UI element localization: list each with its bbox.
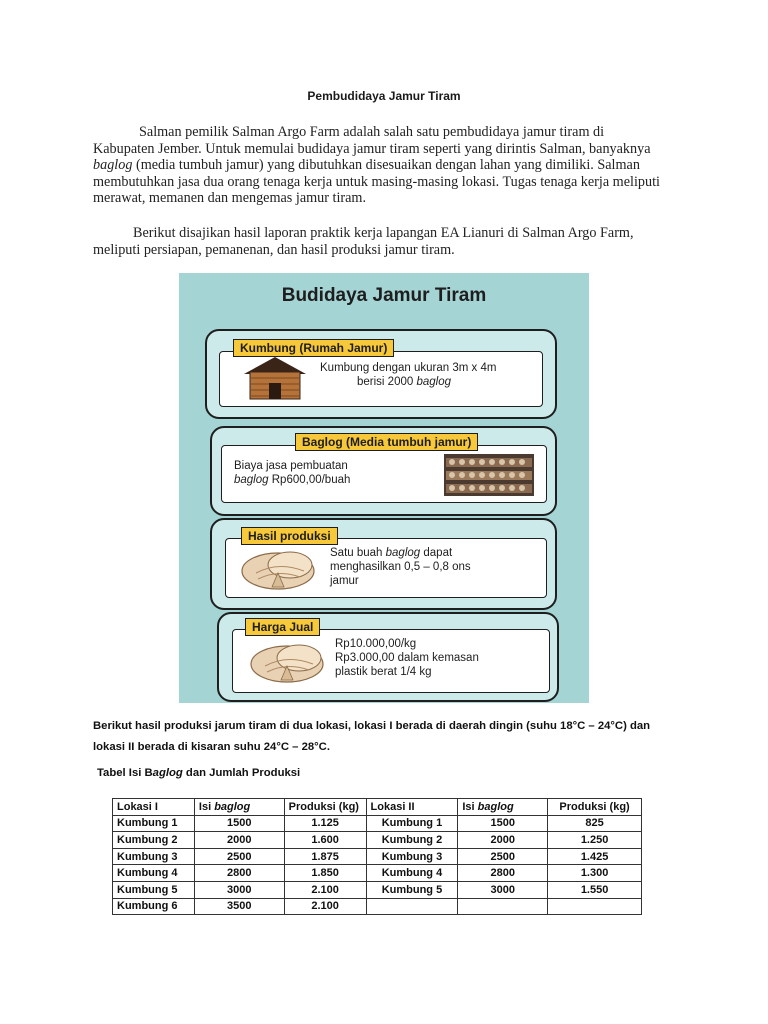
- card-kumbung-line2: [357, 375, 451, 389]
- cell-isi2: 3000: [458, 881, 548, 898]
- table-caption-prefix: Tabel Isi B: [97, 767, 153, 779]
- card-harga-line2: Rp3.000,00 dalam kemasan: [335, 652, 479, 664]
- paragraph-report-text: Berikut disajikan hasil laporan praktik kerja lapangan EA Lianuri di Salman Argo Farm, meliputi persiapan, pemanenan, dan hasil produksi jamur tiram.: [93, 225, 634, 258]
- card-harga-line3: plastik berat 1/4 kg: [335, 666, 432, 678]
- cell-isi2: 2500: [458, 848, 548, 865]
- cell-lokasi2: Kumbung 1: [366, 815, 458, 832]
- header-isi-prefix: Isi: [462, 800, 478, 813]
- cell-lokasi2: Kumbung 4: [366, 865, 458, 882]
- cell-produksi1: 1.600: [284, 832, 366, 849]
- header-isi-baglog-2: [458, 799, 548, 816]
- tag-hasil: Hasil produksi: [241, 527, 338, 545]
- table-caption-italic: aglog: [152, 767, 183, 779]
- baglog-rack-image: [444, 454, 534, 496]
- cell-lokasi1: Kumbung 2: [113, 832, 195, 849]
- card-baglog-line2: [234, 473, 350, 487]
- paragraph-report: [93, 225, 665, 258]
- card-baglog-body: [221, 445, 547, 503]
- tag-harga: Harga Jual: [245, 618, 320, 636]
- paragraph-intro-part1: Salman pemilik Salman Argo Farm adalah salah satu pembudidaya jamur tiram di Kabupaten Jember. Untuk memulai budidaya jamur tiram seperti yang dirintis Salman, banyaknya: [93, 124, 651, 157]
- card-kumbung-line1: Kumbung dengan ukuran 3m x 4m: [320, 362, 497, 374]
- paragraph-intro-italic: baglog: [93, 157, 133, 173]
- table-row: [113, 815, 642, 832]
- header-isi-prefix: Isi: [198, 800, 215, 813]
- cell-produksi2: 825: [548, 815, 642, 832]
- card-hasil-line1-prefix: Satu buah: [330, 547, 386, 559]
- cell-produksi2: 1.250: [548, 832, 642, 849]
- cell-lokasi1: Kumbung 4: [113, 865, 195, 882]
- tag-baglog: Baglog (Media tumbuh jamur): [295, 433, 478, 451]
- header-isi-baglog-1: [194, 799, 284, 816]
- card-kumbung-body: [219, 351, 543, 407]
- table-row: [113, 848, 642, 865]
- cell-produksi2: 1.550: [548, 881, 642, 898]
- paragraph-locations: Berikut hasil produksi jarum tiram di dua lokasi, lokasi I berada di daerah dingin (suhu 18°C – 24°C) dan lokasi II berada di kisaran suhu 24°C – 28°C.: [93, 720, 651, 753]
- tag-kumbung: Kumbung (Rumah Jamur): [233, 339, 394, 357]
- cell-isi1: 1500: [194, 815, 284, 832]
- oyster-mushroom-icon: [247, 636, 327, 686]
- card-kumbung-line2-prefix: berisi 2000: [357, 376, 417, 388]
- card-baglog-line1: Biaya jasa pembuatan: [234, 460, 348, 472]
- card-baglog-line2-italic: baglog: [234, 474, 269, 486]
- cell-produksi1: 2.100: [284, 881, 366, 898]
- card-hasil-line2: menghasilkan 0,5 – 0,8 ons: [330, 561, 471, 573]
- table-header-row: [113, 799, 642, 816]
- cell-lokasi2: Kumbung 2: [366, 832, 458, 849]
- header-isi-italic: baglog: [214, 800, 251, 813]
- card-harga-body: [232, 629, 550, 693]
- cell-produksi1: 2.100: [284, 898, 366, 915]
- cell-lokasi1: Kumbung 6: [113, 898, 195, 915]
- table-row: [113, 898, 642, 915]
- cell-produksi2: 1.425: [548, 848, 642, 865]
- table-caption: [97, 767, 300, 779]
- card-hasil-line3: jamur: [330, 575, 359, 587]
- card-harga-line1: Rp10.000,00/kg: [335, 638, 417, 650]
- header-produksi-1: Produksi (kg): [284, 799, 366, 816]
- cell-produksi1: 1.850: [284, 865, 366, 882]
- cell-produksi2: [548, 898, 642, 915]
- cell-isi2: 1500: [458, 815, 548, 832]
- header-isi-italic: baglog: [477, 800, 514, 813]
- cell-lokasi1: Kumbung 3: [113, 848, 195, 865]
- card-baglog-line2-suffix: Rp600,00/buah: [268, 474, 351, 486]
- document-title: Pembudidaya Jamur Tiram: [307, 89, 461, 103]
- oyster-mushroom-icon: [238, 543, 318, 593]
- card-hasil-line1: [330, 546, 452, 560]
- header-lokasi-1: Lokasi I: [113, 799, 195, 816]
- table-row: [113, 832, 642, 849]
- table-caption-suffix: dan Jumlah Produksi: [182, 767, 301, 779]
- card-hasil-line1-suffix: dapat: [420, 547, 453, 559]
- house-icon: [240, 354, 310, 400]
- production-table: [112, 798, 642, 915]
- cell-lokasi1: Kumbung 1: [113, 815, 195, 832]
- paragraph-intro-part2: (media tumbuh jamur) yang dibutuhkan disesuaikan dengan lahan yang dimiliki. Salman membutuhkan jasa dua orang tenaga kerja untuk masing-masing lokasi. Tugas tenaga kerja meliputi merawat, memanen dan mengemas jamur tiram.: [93, 157, 660, 206]
- infographic-title: Budidaya Jamur Tiram: [281, 285, 487, 306]
- cell-lokasi2: Kumbung 3: [366, 848, 458, 865]
- table-row: [113, 865, 642, 882]
- cell-isi1: 2000: [194, 832, 284, 849]
- infographic: [179, 273, 589, 703]
- card-hasil-body: [225, 538, 547, 598]
- header-lokasi-2: Lokasi II: [366, 799, 458, 816]
- card-kumbung-line2-italic: baglog: [416, 376, 452, 388]
- cell-produksi2: 1.300: [548, 865, 642, 882]
- cell-lokasi2: Kumbung 5: [366, 881, 458, 898]
- table-row: [113, 881, 642, 898]
- cell-isi2: 2000: [458, 832, 548, 849]
- cell-isi2: [458, 898, 548, 915]
- cell-isi1: 3000: [194, 881, 284, 898]
- card-hasil-line1-italic: baglog: [385, 547, 421, 559]
- cell-isi1: 2800: [194, 865, 284, 882]
- cell-produksi1: 1.875: [284, 848, 366, 865]
- cell-isi2: 2800: [458, 865, 548, 882]
- cell-lokasi2: [366, 898, 458, 915]
- paragraph-intro: [93, 124, 665, 207]
- cell-lokasi1: Kumbung 5: [113, 881, 195, 898]
- cell-isi1: 2500: [194, 848, 284, 865]
- cell-isi1: 3500: [194, 898, 284, 915]
- header-produksi-2: Produksi (kg): [548, 799, 642, 816]
- cell-produksi1: 1.125: [284, 815, 366, 832]
